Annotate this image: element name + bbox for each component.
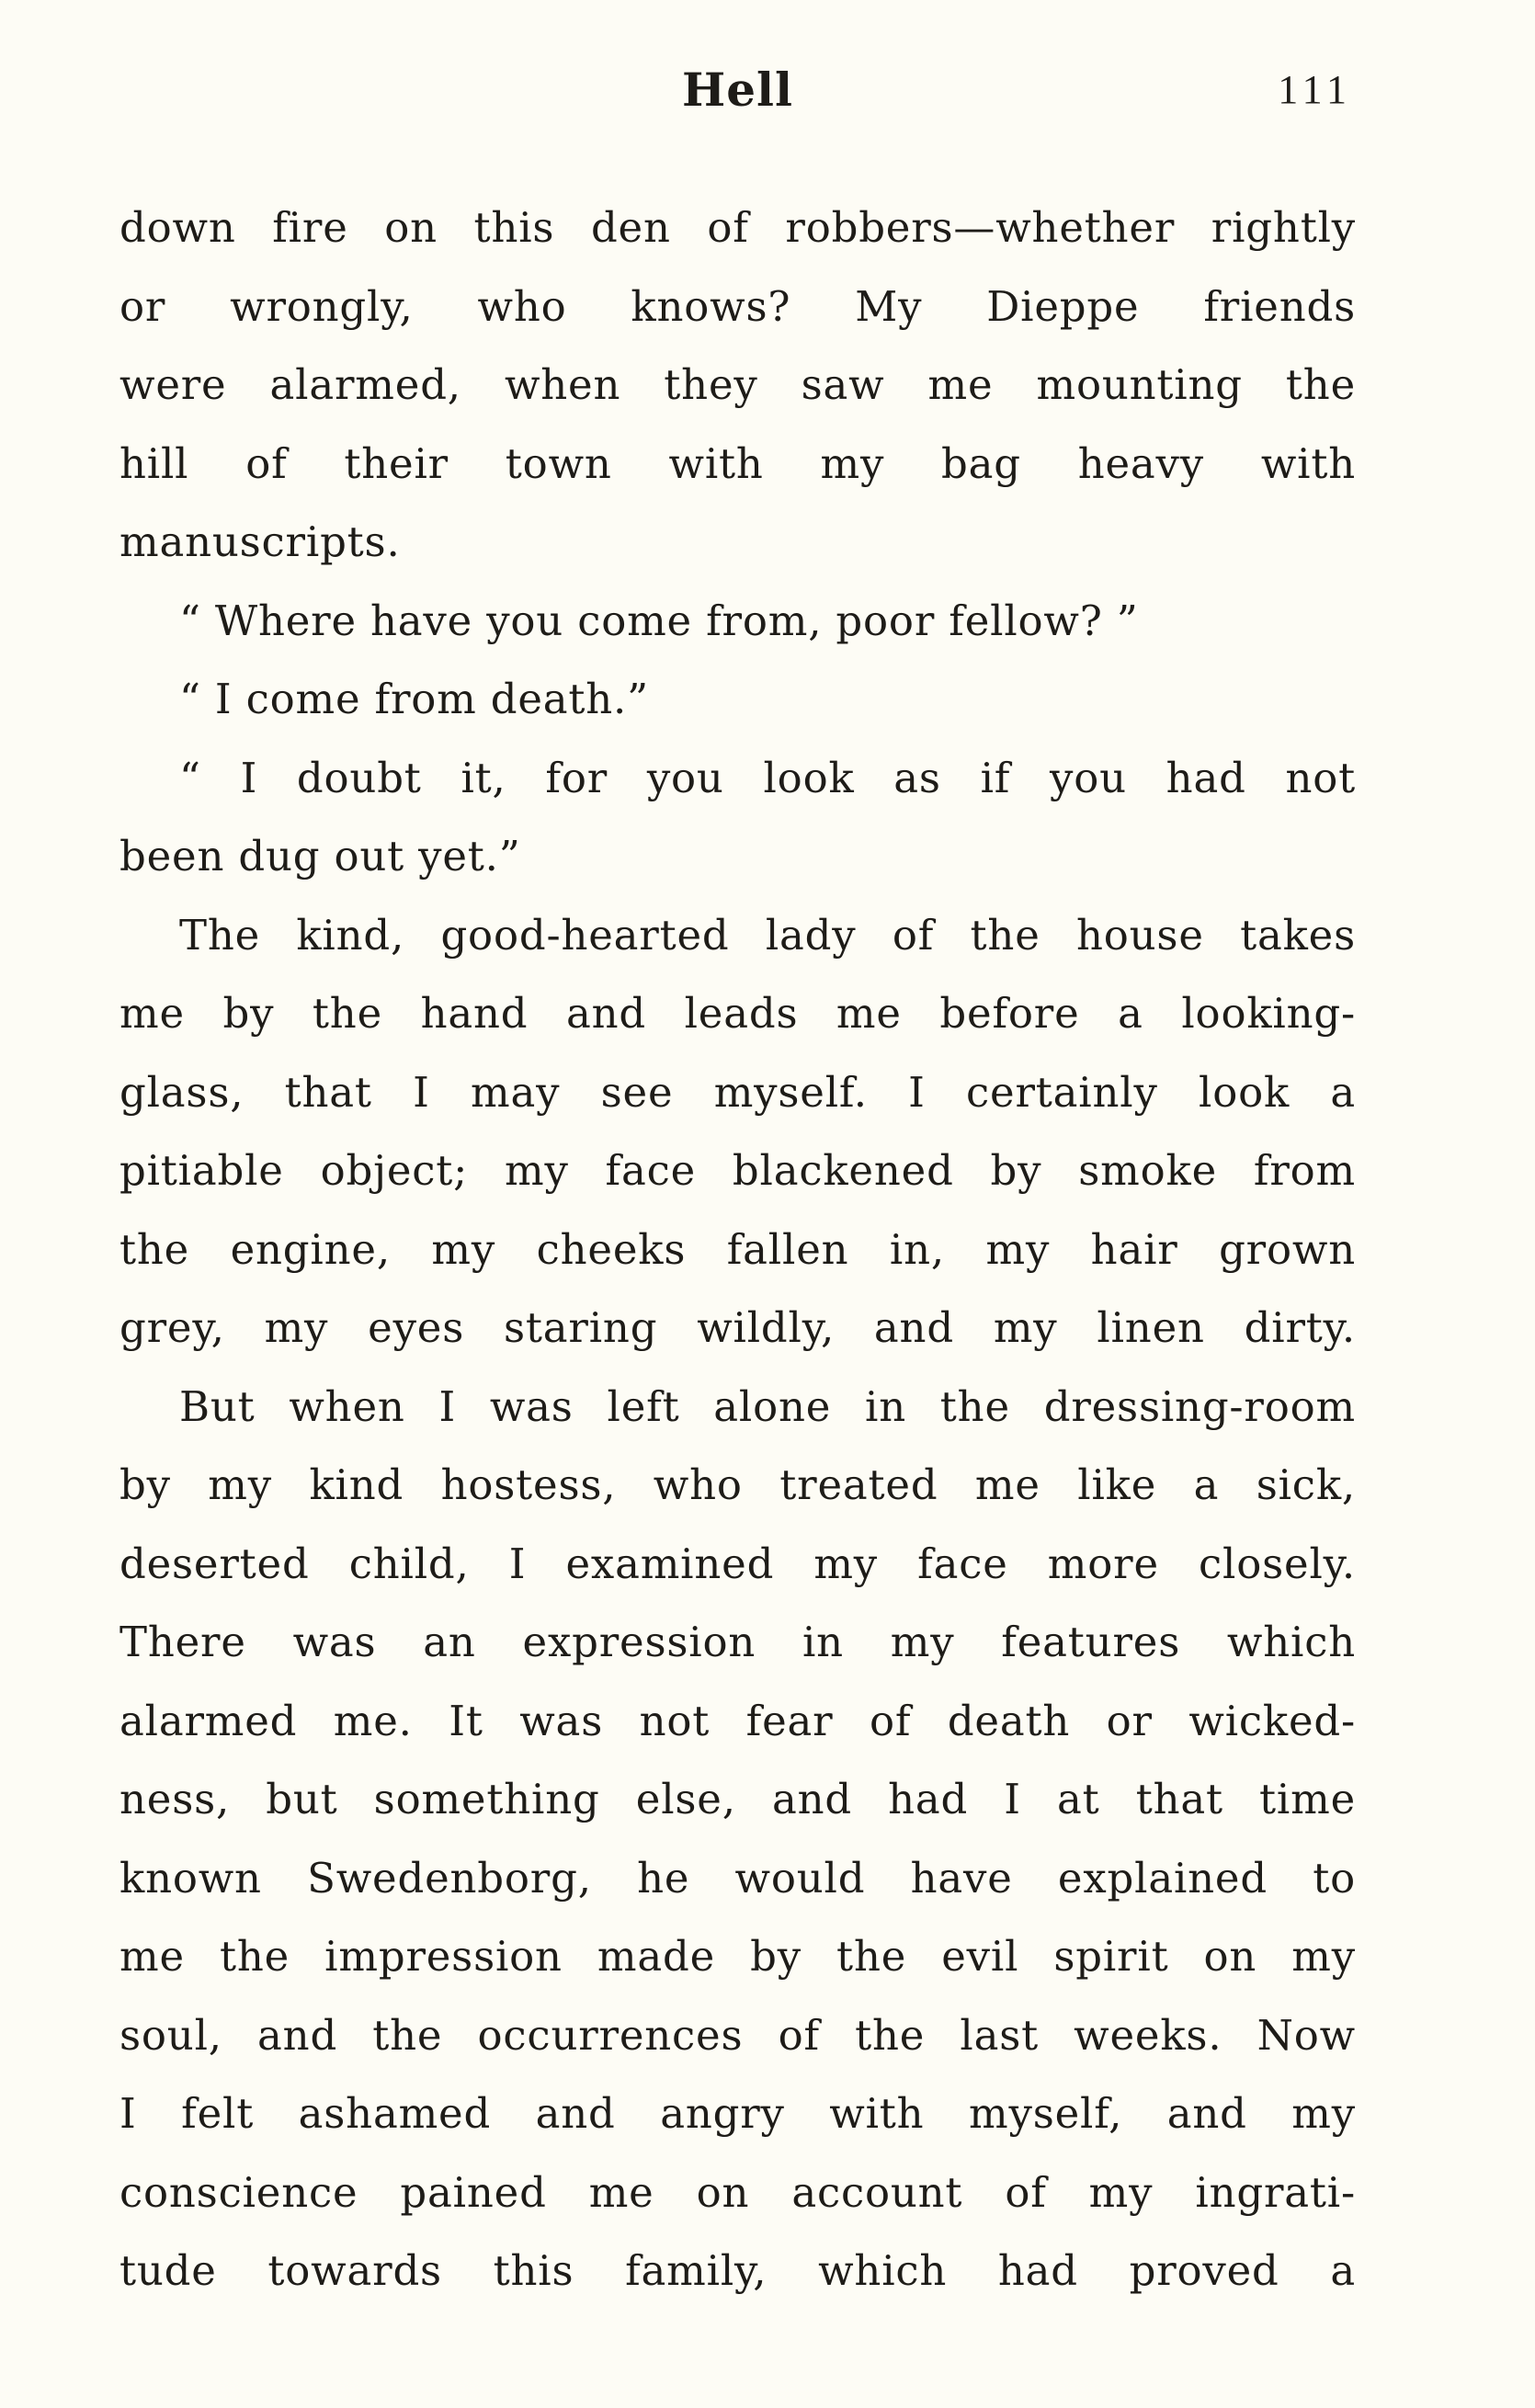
text-line: manuscripts. — [119, 517, 401, 566]
running-head — [119, 53, 1356, 127]
text-line: “ I doubt it, for you look as if you had not — [179, 753, 1356, 802]
text-line: soul, and the occurrences of the last weeks. Now — [119, 2010, 1356, 2060]
text-line: known Swedenborg, he would have explained to — [119, 1853, 1356, 1903]
text-line: or wrongly, who knows? My Dieppe friends — [119, 281, 1356, 331]
text-line: by my kind hostess, who treated me like a sick, — [119, 1460, 1356, 1509]
text-line: deserted child, I examined my face more closely. — [119, 1539, 1356, 1588]
text-line: glass, that I may see myself. I certainly look a — [119, 1067, 1356, 1117]
text-line: alarmed me. It was not fear of death or wicked- — [119, 1696, 1356, 1745]
text-line: were alarmed, when they saw me mounting the — [119, 360, 1356, 409]
page-number: 111 — [1278, 67, 1352, 112]
text-line: me the impression made by the evil spirit on my — [119, 1932, 1356, 1981]
text-line: The kind, good-hearted lady of the house takes — [179, 910, 1356, 960]
text-line: There was an expression in my features which — [119, 1618, 1356, 1666]
text-line: me by the hand and leads me before a looking- — [119, 989, 1356, 1038]
text-line: conscience pained me on account of my ingrati- — [119, 2167, 1356, 2217]
text-line: tude towards this family, which had proved a — [119, 2246, 1356, 2295]
text-line: down fire on this den of robbers—whether rightly — [119, 203, 1356, 252]
text-line: “ Where have you come from, poor fellow? ” — [179, 596, 1139, 645]
text-line: But when I was left alone in the dressing-room — [179, 1381, 1356, 1431]
text-line: been dug out yet.” — [119, 832, 521, 880]
text-line: the engine, my cheeks fallen in, my hair grown — [119, 1224, 1356, 1274]
text-line: hill of their town with my bag heavy with — [119, 438, 1356, 488]
running-title: Hell — [681, 62, 794, 117]
text-line: grey, my eyes staring wildly, and my linen dirty. — [119, 1303, 1356, 1352]
body-text — [119, 188, 1356, 2311]
text-line: I felt ashamed and angry with myself, and my — [119, 2089, 1356, 2138]
text-line: “ I come from death.” — [179, 675, 649, 723]
text-line: pitiable object; my face blackened by smoke from — [119, 1146, 1356, 1195]
text-line: ness, but something else, and had I at that time — [119, 1775, 1356, 1823]
